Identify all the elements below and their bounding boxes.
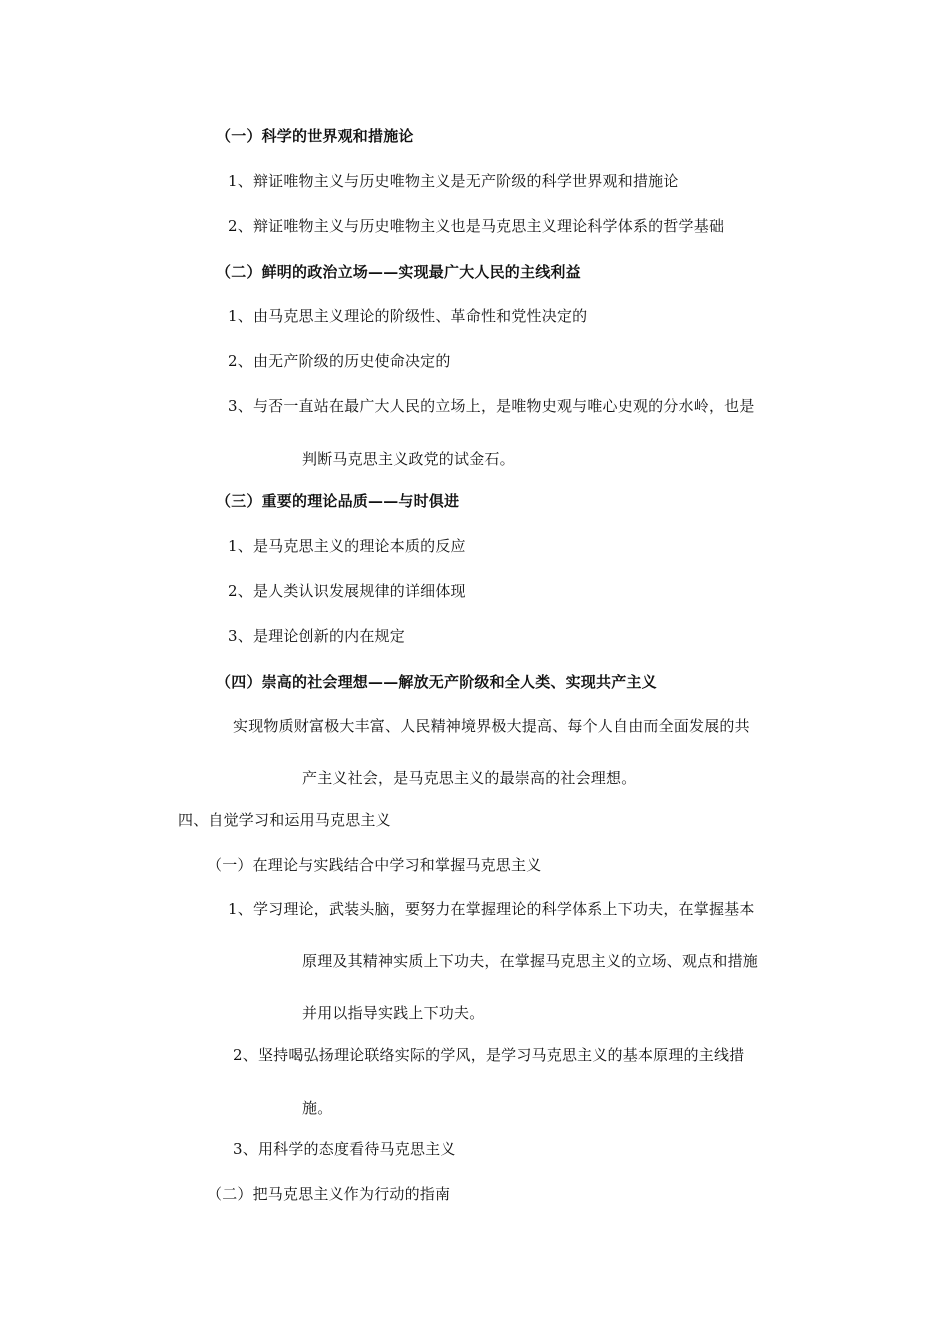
list-item: 2、是人类认识发展规律的详细体现 xyxy=(228,582,466,600)
list-item: 1、学习理论，武装头脑，要努力在掌握理论的科学体系上下功夫，在掌握基本 xyxy=(228,900,755,918)
section-heading-3: （三）重要的理论品质——与时俱进 xyxy=(216,492,460,510)
list-item: 2、辩证唯物主义与历史唯物主义也是马克思主义理论科学体系的哲学基础 xyxy=(228,217,725,235)
section-heading-4: （四）崇高的社会理想——解放无产阶级和全人类、实现共产主义 xyxy=(216,673,657,691)
paragraph-continuation: 产主义社会，是马克思主义的最崇高的社会理想。 xyxy=(302,769,637,787)
list-item: 2、由无产阶级的历史使命决定的 xyxy=(228,352,451,370)
list-item-continuation: 并用以指导实践上下功夫。 xyxy=(302,1004,485,1022)
section-heading-2: （二）鲜明的政治立场——实现最广大人民的主线利益 xyxy=(216,263,581,281)
list-item-continuation: 原理及其精神实质上下功夫，在掌握马克思主义的立场、观点和措施 xyxy=(302,952,759,970)
subsection-heading: （二）把马克思主义作为行动的指南 xyxy=(207,1185,451,1203)
list-item-continuation: 判断马克思主义政党的试金石。 xyxy=(302,450,515,468)
list-item: 3、用科学的态度看待马克思主义 xyxy=(233,1140,456,1158)
list-item: 3、与否一直站在最广大人民的立场上，是唯物史观与唯心史观的分水岭，也是 xyxy=(228,397,755,415)
list-item: 1、由马克思主义理论的阶级性、革命性和党性决定的 xyxy=(228,307,588,325)
list-item: 3、是理论创新的内在规定 xyxy=(228,627,405,645)
paragraph: 实现物质财富极大丰富、人民精神境界极大提高、每个人自由而全面发展的共 xyxy=(233,717,750,735)
list-item-continuation: 施。 xyxy=(302,1099,333,1117)
section-heading-1: （一）科学的世界观和措施论 xyxy=(216,127,414,145)
list-item: 1、是马克思主义的理论本质的反应 xyxy=(228,537,466,555)
subsection-heading: （一）在理论与实践结合中学习和掌握马克思主义 xyxy=(207,856,542,874)
chapter-heading: 四、自觉学习和运用马克思主义 xyxy=(178,811,391,829)
list-item: 1、辩证唯物主义与历史唯物主义是无产阶级的科学世界观和措施论 xyxy=(228,172,679,190)
list-item: 2、坚持喝弘扬理论联络实际的学风，是学习马克思主义的基本原理的主线措 xyxy=(233,1046,745,1064)
